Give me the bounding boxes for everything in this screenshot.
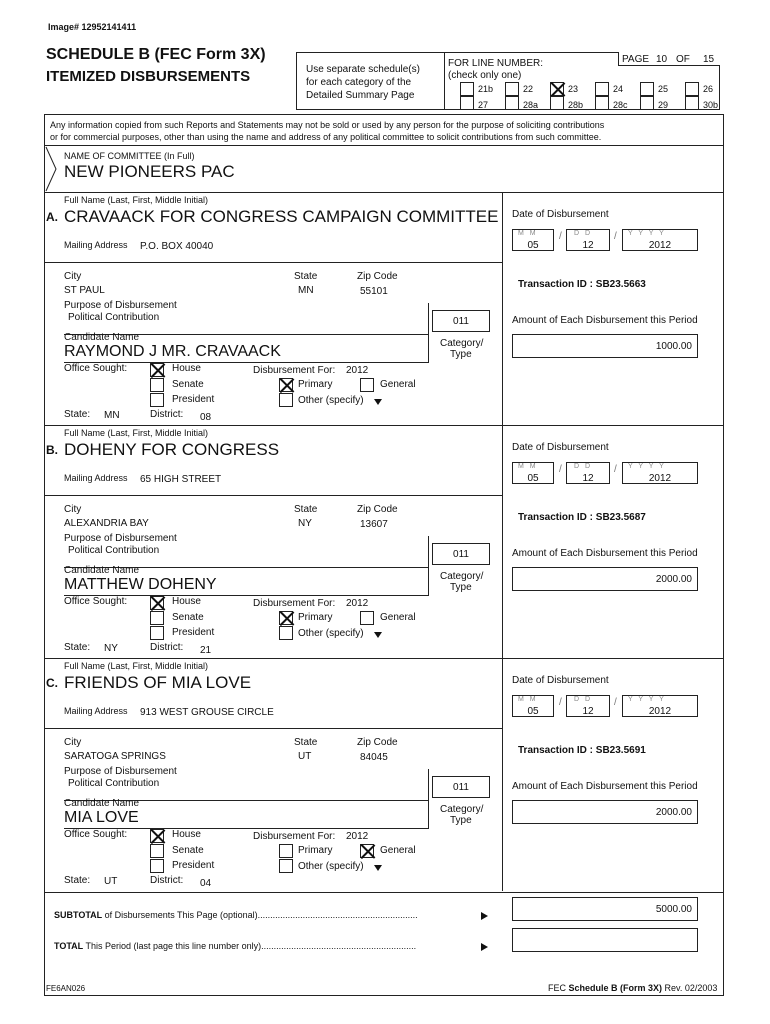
line-23-label: 23 xyxy=(568,84,579,94)
city-label: City xyxy=(64,504,82,515)
candidate-state-value: MN xyxy=(104,410,120,421)
candidate-state-label: State: xyxy=(64,409,91,420)
divider xyxy=(44,892,724,893)
footer-form-id xyxy=(548,983,717,993)
city-label: City xyxy=(64,271,82,282)
date-label: Date of Disbursement xyxy=(512,209,609,220)
other-label: Other (specify) xyxy=(298,628,364,639)
total-text: This Period (last page this line number only).............................................................. xyxy=(83,941,417,951)
general-checkbox[interactable] xyxy=(360,844,374,858)
page-total: 15 xyxy=(703,54,715,65)
zip-label: Zip Code xyxy=(357,271,398,282)
transaction-id: Transaction ID : SB23.5663 xyxy=(518,279,646,290)
candidate-state-label: State: xyxy=(64,642,91,653)
year-hint: Y Y Y Y xyxy=(628,230,666,237)
other-checkbox[interactable] xyxy=(279,626,293,640)
line-28b-label: 28b xyxy=(568,100,584,110)
month-value: 05 xyxy=(527,706,539,717)
house-label: House xyxy=(172,829,201,840)
footer-code: FE6AN026 xyxy=(46,984,86,993)
line-28c-checkbox[interactable] xyxy=(595,96,609,110)
other-checkbox[interactable] xyxy=(279,859,293,873)
payee-name: CRAVAACK FOR CONGRESS CAMPAIGN COMMITTEE xyxy=(64,207,499,226)
divider xyxy=(44,425,724,426)
full-name-label: Full Name (Last, First, Middle Initial) xyxy=(64,661,209,671)
category-value: 011 xyxy=(453,782,469,793)
transaction-id: Transaction ID : SB23.5687 xyxy=(518,512,646,523)
subtotal-value: 5000.00 xyxy=(655,904,692,915)
disbursement-for-label: Disbursement For: xyxy=(253,598,336,609)
type-label: Type xyxy=(450,349,472,360)
purpose-value: Political Contribution xyxy=(68,312,160,323)
divider xyxy=(44,728,502,729)
subtotal-row xyxy=(54,910,418,920)
note-line-2: for each category of the xyxy=(306,77,412,88)
subtotal-text: of Disbursements This Page (optional)................................................................ xyxy=(102,910,418,920)
committee-name: NEW PIONEERS PAC xyxy=(64,162,235,181)
day-hint: D D xyxy=(574,463,593,470)
image-id: Image# 12952141411 xyxy=(48,22,137,32)
committee-bracket xyxy=(44,145,58,195)
purpose-label: Purpose of Disbursement xyxy=(64,533,177,544)
note-line-3: Detailed Summary Page xyxy=(306,90,415,101)
district-label: District: xyxy=(150,409,184,420)
chevron-down-icon xyxy=(374,632,382,638)
primary-checkbox[interactable] xyxy=(279,378,293,392)
mailing-label: Mailing Address xyxy=(64,706,128,716)
other-label: Other (specify) xyxy=(298,395,364,406)
line-27-checkbox[interactable] xyxy=(460,96,474,110)
slash: / xyxy=(559,231,562,242)
disbursement-year: 2012 xyxy=(346,831,369,842)
year-value: 2012 xyxy=(648,473,672,484)
day-hint: D D xyxy=(574,230,593,237)
zip-value: 55101 xyxy=(360,286,388,297)
total-arrow xyxy=(481,943,488,951)
note-line-1: Use separate schedule(s) xyxy=(306,64,420,75)
entry-letter: C. xyxy=(46,676,58,690)
house-checkbox[interactable] xyxy=(150,829,164,843)
subtotal-arrow xyxy=(481,912,488,920)
for-line-label: FOR LINE NUMBER: xyxy=(448,58,544,69)
disbursement-year: 2012 xyxy=(346,598,369,609)
line-23-checkbox[interactable] xyxy=(550,82,564,96)
district-value: 21 xyxy=(200,645,212,656)
date-label: Date of Disbursement xyxy=(512,675,609,686)
state-value: MN xyxy=(298,285,314,296)
president-checkbox[interactable] xyxy=(150,859,164,873)
line-28b-checkbox[interactable] xyxy=(550,96,564,110)
candidate-label: Candidate Name xyxy=(64,798,140,809)
house-checkbox[interactable] xyxy=(150,596,164,610)
president-label: President xyxy=(172,860,215,871)
line-29-label: 29 xyxy=(658,100,669,110)
senate-label: Senate xyxy=(172,379,204,390)
zip-label: Zip Code xyxy=(357,737,398,748)
page-label: PAGE xyxy=(622,54,650,65)
other-checkbox[interactable] xyxy=(279,393,293,407)
other-label: Other (specify) xyxy=(298,861,364,872)
purpose-value: Political Contribution xyxy=(68,778,160,789)
mailing-address: 913 WEST GROUSE CIRCLE xyxy=(140,707,274,718)
disbursement-for-label: Disbursement For: xyxy=(253,365,336,376)
senate-checkbox[interactable] xyxy=(150,611,164,625)
disclaimer-line-1: Any information copied from such Reports and Statements may not be sold or used by any person for the purpose of soliciting contributions xyxy=(50,120,605,130)
disbursement-for-label: Disbursement For: xyxy=(253,831,336,842)
transaction-id: Transaction ID : SB23.5691 xyxy=(518,745,646,756)
check-only-label: (check only one) xyxy=(448,70,522,81)
amount-value: 1000.00 xyxy=(655,341,692,352)
page-number: 10 xyxy=(656,54,668,65)
primary-checkbox[interactable] xyxy=(279,844,293,858)
president-label: President xyxy=(172,394,215,405)
footer-schedule: Schedule B (Form 3X) xyxy=(568,983,663,993)
form-subtitle: ITEMIZED DISBURSEMENTS xyxy=(46,68,251,85)
disclaimer-line-2: or for commercial purposes, other than using the name and address of any political committee to solicit contributions from such committee. xyxy=(50,132,602,142)
mailing-address: P.O. BOX 40040 xyxy=(140,241,214,252)
amount-label: Amount of Each Disbursement this Period xyxy=(512,781,698,792)
line-24-checkbox[interactable] xyxy=(595,82,609,96)
line-24-label: 24 xyxy=(613,84,624,94)
form-title: SCHEDULE B (FEC Form 3X) xyxy=(46,46,266,63)
month-value: 05 xyxy=(527,473,539,484)
state-value: UT xyxy=(298,751,312,762)
office-label: Office Sought: xyxy=(64,363,128,374)
city-value: SARATOGA SPRINGS xyxy=(64,751,166,762)
payee-name: DOHENY FOR CONGRESS xyxy=(64,440,280,459)
candidate-state-value: UT xyxy=(104,876,118,887)
year-hint: Y Y Y Y xyxy=(628,463,666,470)
district-value: 04 xyxy=(200,878,212,889)
divider xyxy=(44,495,502,496)
general-checkbox[interactable] xyxy=(360,378,374,392)
president-checkbox[interactable] xyxy=(150,626,164,640)
divider xyxy=(428,536,429,596)
line-30b-label: 30b xyxy=(703,100,719,110)
divider xyxy=(44,192,724,193)
primary-label: Primary xyxy=(298,845,333,856)
zip-value: 13607 xyxy=(360,519,388,530)
candidate-label: Candidate Name xyxy=(64,565,140,576)
district-value: 08 xyxy=(200,412,212,423)
divider xyxy=(44,658,724,659)
senate-label: Senate xyxy=(172,845,204,856)
line-22-checkbox[interactable] xyxy=(505,82,519,96)
state-label: State xyxy=(294,504,318,515)
slash: / xyxy=(614,231,617,242)
primary-label: Primary xyxy=(298,379,333,390)
district-label: District: xyxy=(150,642,184,653)
zip-label: Zip Code xyxy=(357,504,398,515)
candidate-name: RAYMOND J MR. CRAVAACK xyxy=(64,343,281,360)
year-value: 2012 xyxy=(648,706,672,717)
divider xyxy=(502,426,503,658)
line-21b-label: 21b xyxy=(478,84,494,94)
candidate-name: MIA LOVE xyxy=(64,809,139,826)
general-checkbox[interactable] xyxy=(360,611,374,625)
purpose-label: Purpose of Disbursement xyxy=(64,300,177,311)
day-value: 12 xyxy=(582,706,594,717)
general-label: General xyxy=(380,612,416,623)
mailing-address: 65 HIGH STREET xyxy=(140,474,222,485)
line-29-checkbox[interactable] xyxy=(640,96,654,110)
day-value: 12 xyxy=(582,473,594,484)
chevron-down-icon xyxy=(374,865,382,871)
month-hint: M M xyxy=(518,230,538,237)
month-hint: M M xyxy=(518,696,538,703)
amount-value: 2000.00 xyxy=(655,574,692,585)
house-label: House xyxy=(172,596,201,607)
line-25-checkbox[interactable] xyxy=(640,82,654,96)
divider xyxy=(44,262,502,263)
city-label: City xyxy=(64,737,82,748)
year-value: 2012 xyxy=(648,240,672,251)
full-name-label: Full Name (Last, First, Middle Initial) xyxy=(64,428,209,438)
purpose-label: Purpose of Disbursement xyxy=(64,766,177,777)
day-value: 12 xyxy=(582,240,594,251)
footer-revision: Rev. 02/2003 xyxy=(662,983,718,993)
category-label: Category/ xyxy=(440,338,484,349)
state-label: State xyxy=(294,737,318,748)
president-label: President xyxy=(172,627,215,638)
mailing-label: Mailing Address xyxy=(64,240,128,250)
line-30b-checkbox[interactable] xyxy=(685,96,699,110)
amount-label: Amount of Each Disbursement this Period xyxy=(512,548,698,559)
state-value: NY xyxy=(298,518,312,529)
house-checkbox[interactable] xyxy=(150,363,164,377)
of-label: OF xyxy=(676,54,690,65)
general-label: General xyxy=(380,379,416,390)
state-label: State xyxy=(294,271,318,282)
amount-value: 2000.00 xyxy=(655,807,692,818)
city-value: ST PAUL xyxy=(64,285,105,296)
city-value: ALEXANDRIA BAY xyxy=(64,518,149,529)
divider xyxy=(428,303,429,363)
zip-value: 84045 xyxy=(360,752,388,763)
type-label: Type xyxy=(450,582,472,593)
category-value: 011 xyxy=(453,316,469,327)
general-label: General xyxy=(380,845,416,856)
slash: / xyxy=(614,464,617,475)
office-label: Office Sought: xyxy=(64,829,128,840)
amount-label: Amount of Each Disbursement this Period xyxy=(512,315,698,326)
purpose-value: Political Contribution xyxy=(68,545,160,556)
payee-name: FRIENDS OF MIA LOVE xyxy=(64,673,252,692)
divider xyxy=(428,769,429,829)
senate-checkbox[interactable] xyxy=(150,378,164,392)
divider xyxy=(44,145,724,146)
committee-label: NAME OF COMMITTEE (In Full) xyxy=(64,151,195,161)
district-label: District: xyxy=(150,875,184,886)
line-21b-checkbox[interactable] xyxy=(460,82,474,96)
entry-letter: B. xyxy=(46,443,58,457)
line-28c-label: 28c xyxy=(613,100,628,110)
month-value: 05 xyxy=(527,240,539,251)
line-28a-label: 28a xyxy=(523,100,539,110)
slash: / xyxy=(559,464,562,475)
primary-label: Primary xyxy=(298,612,333,623)
mailing-label: Mailing Address xyxy=(64,473,128,483)
slash: / xyxy=(614,697,617,708)
primary-checkbox[interactable] xyxy=(279,611,293,625)
senate-checkbox[interactable] xyxy=(150,844,164,858)
line-26-label: 26 xyxy=(703,84,714,94)
senate-label: Senate xyxy=(172,612,204,623)
date-label: Date of Disbursement xyxy=(512,442,609,453)
divider xyxy=(502,193,503,425)
total-row xyxy=(54,941,416,951)
president-checkbox[interactable] xyxy=(150,393,164,407)
total-box xyxy=(512,928,698,952)
office-label: Office Sought: xyxy=(64,596,128,607)
category-label: Category/ xyxy=(440,571,484,582)
type-label: Type xyxy=(450,815,472,826)
house-label: House xyxy=(172,363,201,374)
candidate-state-label: State: xyxy=(64,875,91,886)
line-25-label: 25 xyxy=(658,84,669,94)
divider xyxy=(502,659,503,891)
chevron-down-icon xyxy=(374,399,382,405)
day-hint: D D xyxy=(574,696,593,703)
category-value: 011 xyxy=(453,549,469,560)
total-label: TOTAL xyxy=(54,941,84,951)
line-27-label: 27 xyxy=(478,100,489,110)
candidate-state-value: NY xyxy=(104,643,118,654)
year-hint: Y Y Y Y xyxy=(628,696,666,703)
disbursement-year: 2012 xyxy=(346,365,369,376)
line-26-checkbox[interactable] xyxy=(685,82,699,96)
entry-letter: A. xyxy=(46,210,58,224)
slash: / xyxy=(559,697,562,708)
candidate-name: MATTHEW DOHENY xyxy=(64,576,217,593)
footer-fec: FEC xyxy=(548,983,569,993)
full-name-label: Full Name (Last, First, Middle Initial) xyxy=(64,195,209,205)
candidate-label: Candidate Name xyxy=(64,332,140,343)
line-28a-checkbox[interactable] xyxy=(505,96,519,110)
subtotal-label: SUBTOTAL xyxy=(54,910,103,920)
line-22-label: 22 xyxy=(523,84,534,94)
category-label: Category/ xyxy=(440,804,484,815)
month-hint: M M xyxy=(518,463,538,470)
